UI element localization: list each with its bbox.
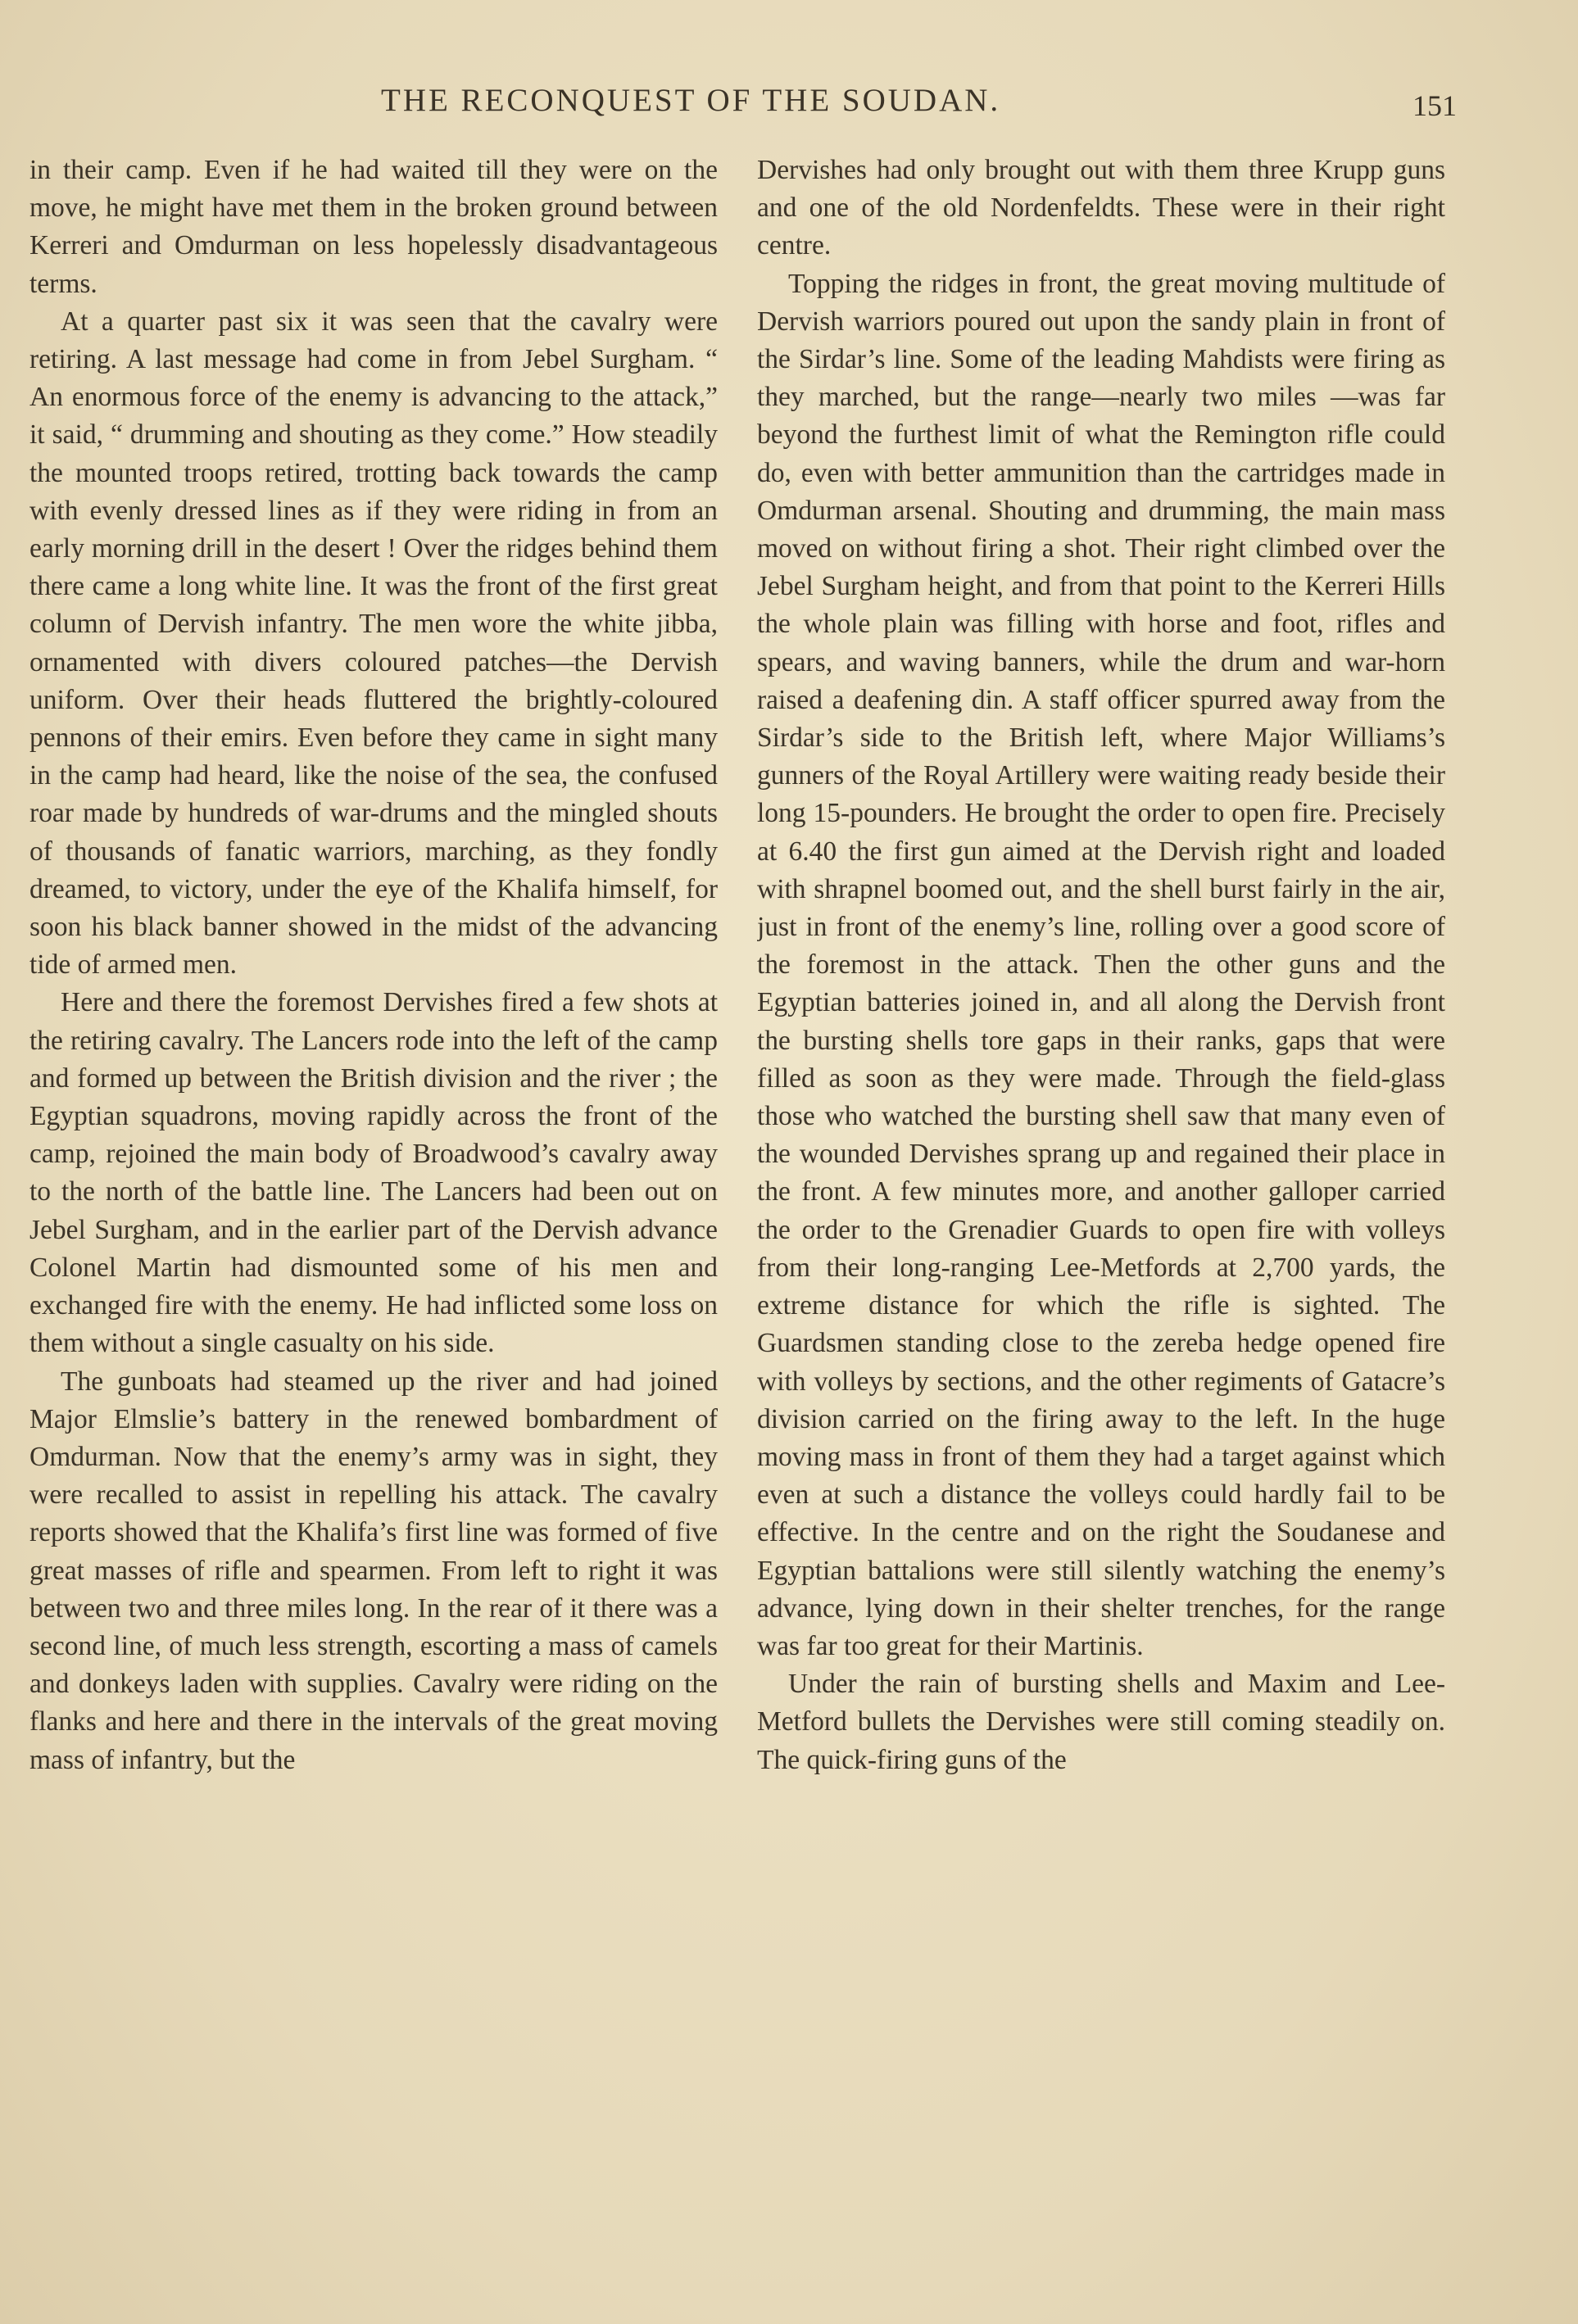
paragraph: Here and there the foremost Dervishes fired a few shots at the retiring cavalry. The Lancers rode into the left of the camp and formed up between the British division and the river ; the Egyptian squadrons, moving rapidly across the front of the camp, rejoined the main body of Broadwood’s cavalry away to the north of the battle line. The Lancers had been out on Jebel Surgham, and in the earlier part of the Dervish advance Colonel Martin had dismounted some of his men and exchanged fire with the enemy. He had inflicted some loss on them without a single casualty on his side.: [29, 987, 718, 1359]
paragraph: The gunboats had steamed up the river and had joined Major Elmslie’s battery in the renewed bombardment of Omdurman. Now that the enemy’s army was in sight, they were recalled to assist in repelling his attack. The cavalry reports showed that the Khalifa’s first line was formed of five great masses of rifle and spearmen. From left to right it was between two and three miles long. In the rear of it there was a second line, of much less strength, escorting a mass of camels and donkeys laden with supplies. Cavalry were riding on the flanks and here and there in the intervals of the great moving mass of infantry, but the: [29, 1366, 718, 1775]
paragraph: At a quarter past six it was seen that the cavalry were retiring. A last message had come in from Jebel Surgham. “ An enormous force of the enemy is advancing to the attack,” it said, “ drumming and shouting as they come.” How steadily the mounted troops retired, trotting back towards the camp with evenly dressed lines as if they were riding in from an early morning drill in the desert ! Over the ridges behind them there came a long white line. It was the front of the first great column of Dervish infantry. The men wore the white jibba, ornamented with divers coloured patches—the Dervish uniform. Over their heads fluttered the brightly-coloured pennons of their emirs. Even before they came in sight many in the camp had heard, like the noise of the sea, the confused roar made by hundreds of war-drums and the mingled shouts of thousands of fanatic warriors, marching, as they fondly dreamed, to victory, under the eye of the Khalifa himself, for soon his black banner showed in the midst of the advancing tide of armed men.: [29, 306, 718, 981]
paragraph: Topping the ridges in front, the great moving multitude of Dervish warriors poured out upon the sandy plain in front of the Sirdar’s line. Some of the leading Mahdists were firing as they marched, but the range—nearly two miles —was far beyond the furthest limit of what the Remington rifle could do, even with better ammunition than the cartridges made in Omdurman arsenal. Shouting and drumming, the main mass moved on without firing a shot. Their right climbed over the Jebel Surgham height, and from that point to the Kerreri Hills the whole plain was filling with horse and foot, rifles and spears, and waving banners, while the drum and war-horn raised a deafening din. A staff officer spurred away from the Sirdar’s side to the British left, where Major Williams’s gunners of the Royal Artillery were waiting ready beside their long 15-pounders. He brought the order to open fire. Precisely at 6.40 the first gun aimed at the Dervish right and loaded with shrapnel boomed out, and the shell burst fairly in the air, just in front of the enemy’s line, rolling over a good score of the foremost in the attack. Then the other guns and the Egyptian batteries joined in, and all along the Dervish front the bursting shells tore gaps in their ranks, gaps that were filled as soon as they were made. Through the field-glass those who watched the bursting shell saw that many even of the wounded Dervishes sprang up and regained their place in the front. A few minutes more, and another galloper carried the order to the Grenadier Guards to open fire with volleys from their long-ranging Lee-Metfords at 2,700 yards, the extreme distance for which the rifle is sighted. The Guardsmen standing close to the zereba hedge opened fire with volleys by sections, and the other regiments of Gatacre’s division carried on the firing away to the left. In the huge moving mass in front of them they had a target against which even at such a distance the volleys could hardly fail to be effective. In the centre and on the right the Soudanese and Egyptian battalions were still silently watching the enemy’s advance, lying down in their shelter trenches, for the range was far too great for their Martinis.: [757, 268, 1445, 1661]
running-title: THE RECONQUEST OF THE SOUDAN.: [381, 83, 1001, 118]
paragraph: in their camp. Even if he had waited till they were on the move, he might have met them in the broken ground between Kerreri and Omdurman on less hopelessly disadvantageous terms.: [29, 155, 718, 299]
page-header: [0, 82, 1578, 131]
right-column: [757, 152, 1445, 2249]
page-number: 151: [1412, 89, 1457, 122]
paragraph: Dervishes had only brought out with them three Krupp guns and one of the old Nordenfeldts. These were in their right centre.: [757, 155, 1445, 261]
paragraph: Under the rain of bursting shells and Maxim and Lee-Metford bullets the Dervishes were still coming steadily on. The quick-firing guns of the: [757, 1669, 1445, 1775]
left-column: [29, 152, 718, 2249]
